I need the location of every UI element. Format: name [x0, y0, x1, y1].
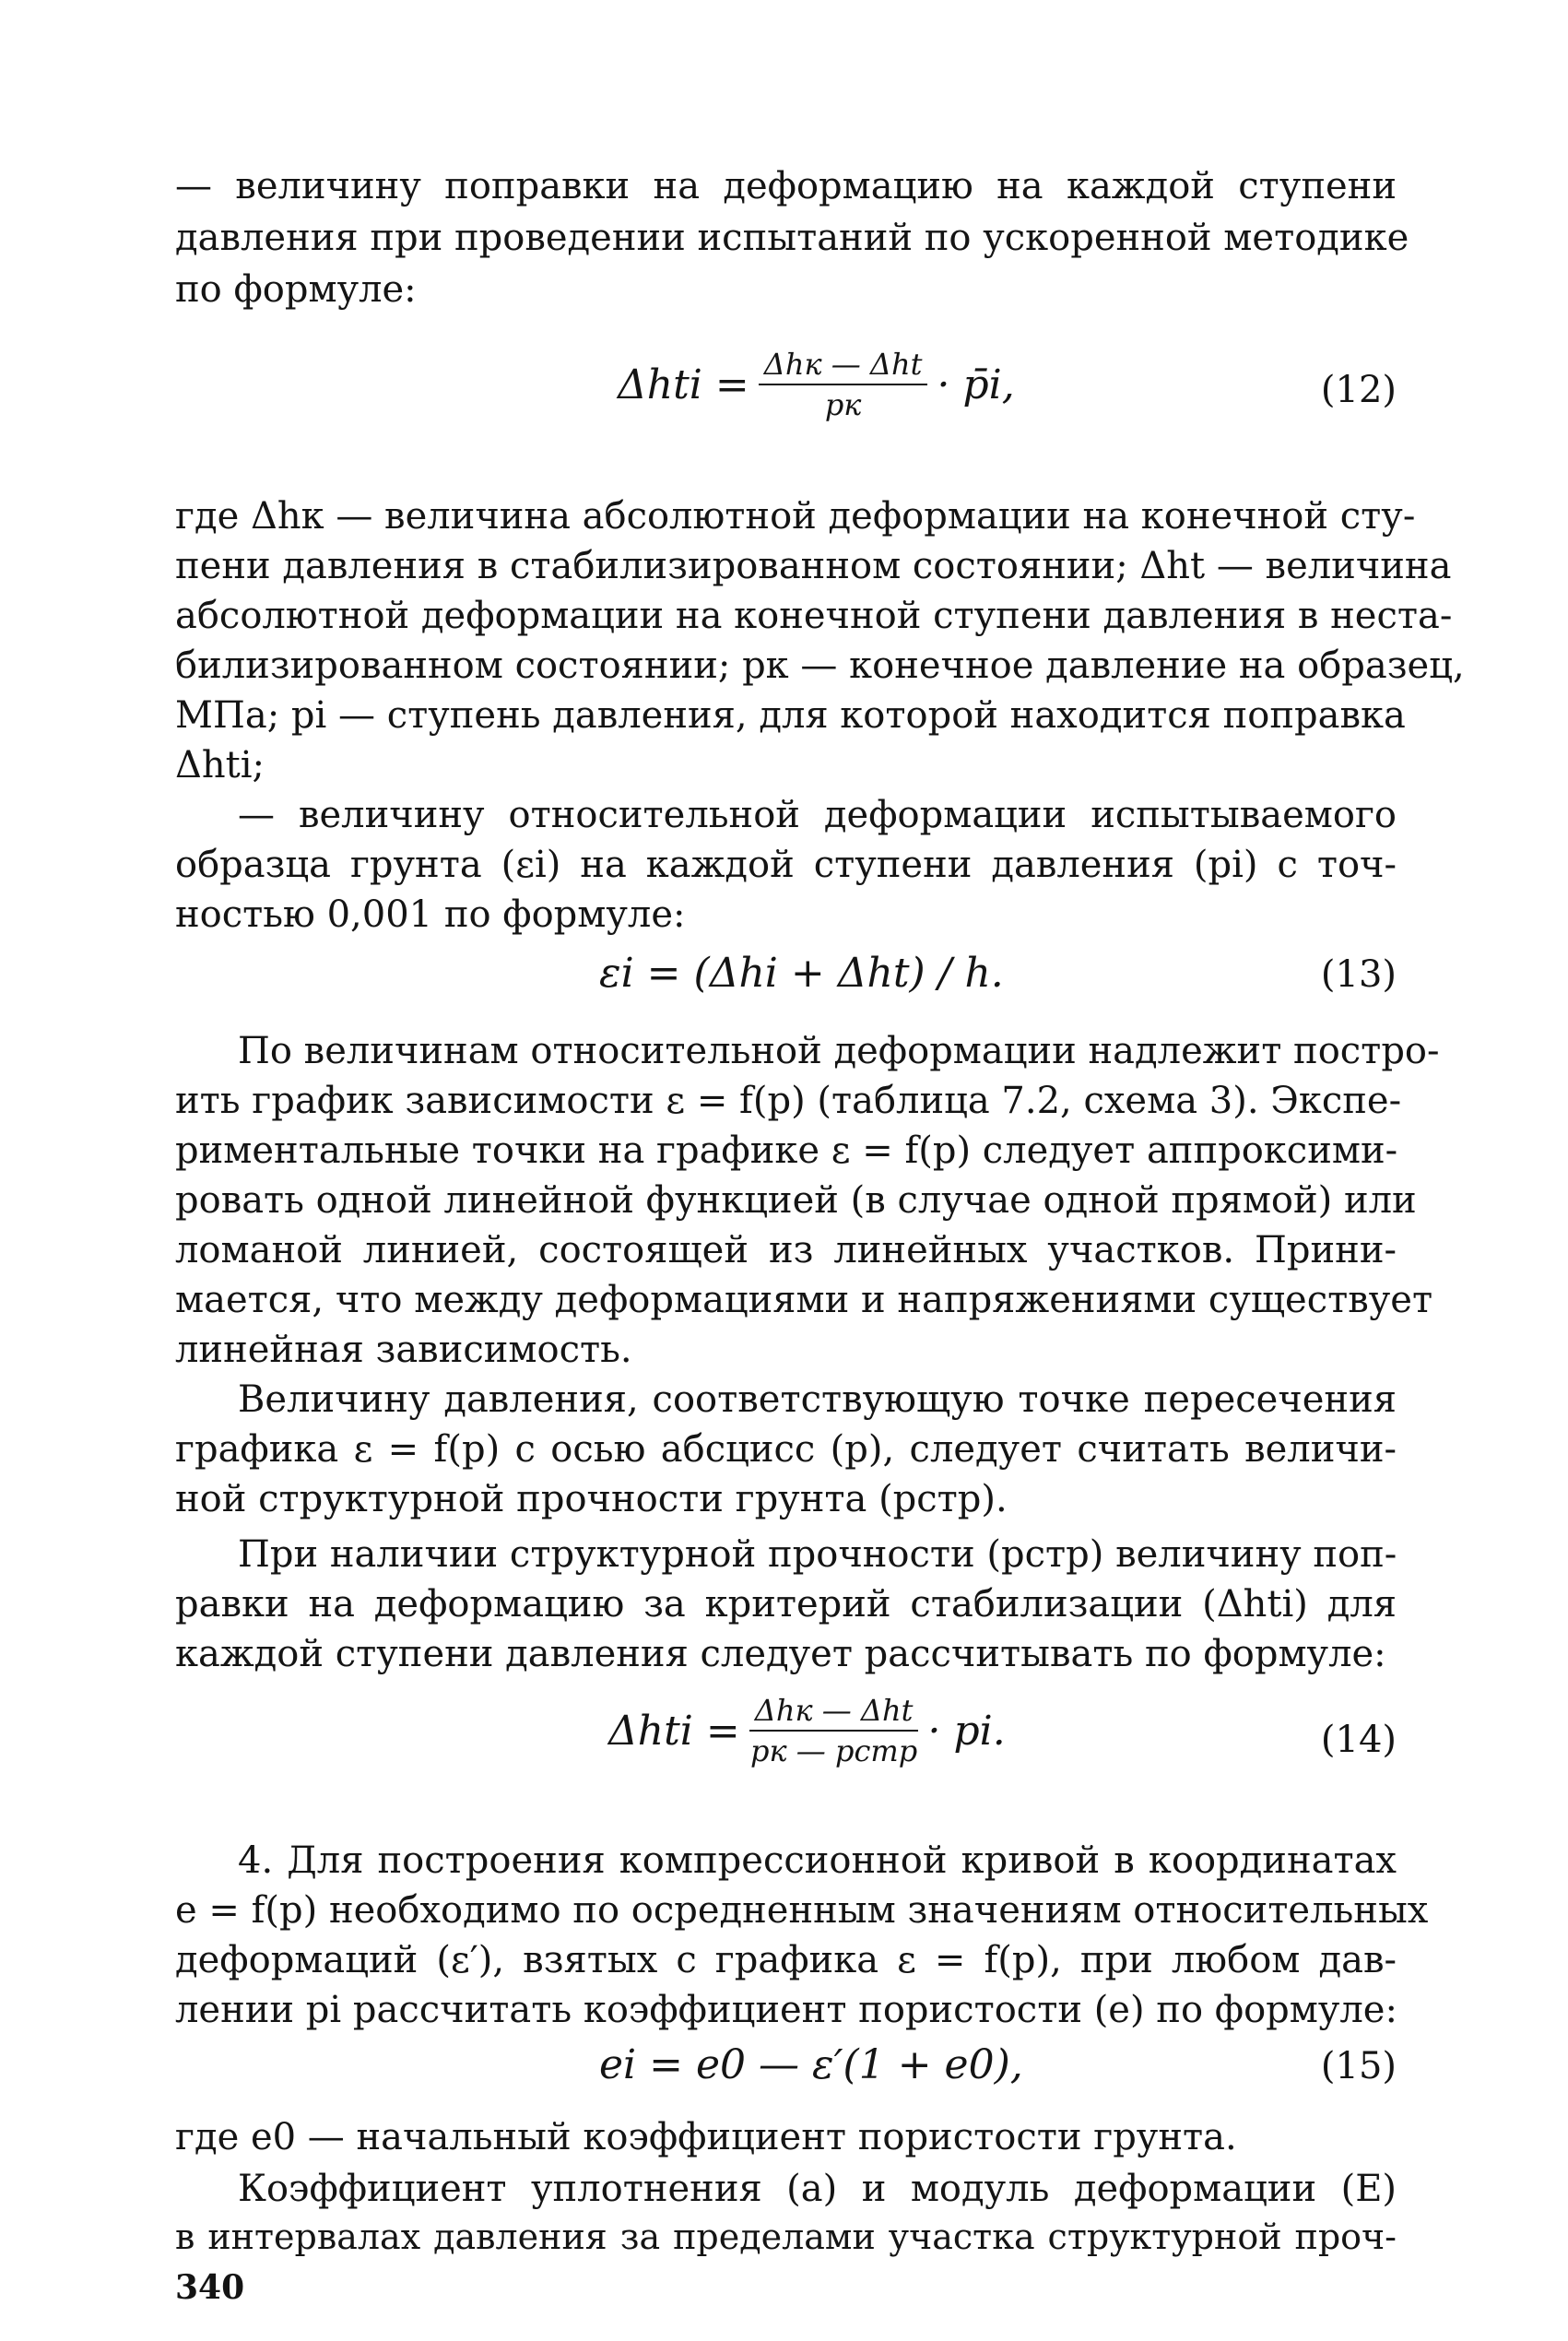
formula-15	[599, 2041, 1023, 2088]
text-line: ровать одной линейной функцией (в случае одной прямой) или	[175, 1179, 1417, 1222]
text-line: мается, что между деформациями и напряжениями существует	[175, 1279, 1433, 1321]
fraction-denominator: pк	[824, 387, 862, 422]
text-line: риментальные точки на графике ε = f(p) следует аппроксими-	[175, 1129, 1398, 1172]
text-line: ломаной линией, состоящей из линейных участков. Прини-	[175, 1229, 1397, 1271]
text-line: деформаций (ε′), взятых с графика ε = f(p), при любом дав-	[175, 1939, 1397, 1981]
text-line: ить график зависимости ε = f(p) (таблица 7.2, схема 3). Экспе-	[175, 1080, 1402, 1122]
page-number: 340	[175, 2268, 245, 2307]
text-line: По величинам относительной деформации надлежит постро-	[238, 1030, 1440, 1072]
text-line: — величину относительной деформации испытываемого	[238, 794, 1397, 836]
formula-rhs: · p̄i,	[937, 361, 1015, 408]
text-line: ностью 0,001 по формуле:	[175, 893, 686, 936]
text-line: где Δhк — величина абсолютной деформации на конечной сту-	[175, 495, 1416, 538]
text-line: образца грунта (εi) на каждой ступени давления (pi) с точ-	[175, 844, 1397, 886]
formula-13	[599, 950, 1004, 997]
text-line: Δhti;	[175, 744, 265, 786]
fraction-numerator: Δhк — Δht	[749, 1693, 919, 1732]
text-line: — величину поправки на деформацию на каждой ступени	[175, 165, 1397, 207]
text-line: Коэффициент уплотнения (a) и модуль деформации (E)	[238, 2168, 1397, 2210]
text-line: линейная зависимость.	[175, 1329, 632, 1371]
text-line: При наличии структурной прочности (pстр) величину поп-	[238, 1533, 1397, 1576]
text-line: давления при проведении испытаний по ускоренной методике	[175, 217, 1409, 259]
text-line: абсолютной деформации на конечной ступени давления в неста-	[175, 595, 1453, 637]
fraction-denominator: pк — pстр	[750, 1733, 918, 1768]
formula-text: εi = (Δhi + Δht) / h.	[599, 950, 1004, 997]
formula-12	[618, 347, 1015, 422]
formula-14	[608, 1693, 1006, 1768]
formula-rhs: · pi.	[927, 1707, 1006, 1755]
formula-lhs: Δhti =	[608, 1707, 740, 1755]
equation-number: (14)	[1320, 1719, 1397, 1761]
text-line: билизированном состоянии; pк — конечное давление на образец,	[175, 644, 1465, 687]
text-line: e = f(p) необходимо по осредненным значениям относительных	[175, 1889, 1429, 1932]
fraction-numerator: Δhк — Δht	[759, 347, 928, 385]
text-line: равки на деформацию за критерий стабилизации (Δhti) для	[175, 1583, 1397, 1626]
text-line: каждой ступени давления следует рассчитывать по формуле:	[175, 1633, 1386, 1675]
text-line: Величину давления, соответствующую точке пересечения	[238, 1378, 1397, 1421]
equation-number: (15)	[1320, 2045, 1397, 2087]
equation-number: (13)	[1320, 953, 1397, 996]
text-line: графика ε = f(p) с осью абсцисс (p), следует считать величи-	[175, 1428, 1397, 1471]
formula-fraction	[759, 347, 928, 422]
text-line: пени давления в стабилизированном состоянии; Δht — величина	[175, 545, 1452, 587]
formula-lhs: Δhti =	[618, 361, 749, 408]
text-line: по формуле:	[175, 268, 417, 311]
formula-fraction	[749, 1693, 919, 1768]
text-line: в интервалах давления за пределами участка структурной проч-	[175, 2217, 1397, 2257]
formula-text: ei = e0 — ε′(1 + e0),	[599, 2041, 1023, 2088]
text-line: где e0 — начальный коэффициент пористости грунта.	[175, 2116, 1237, 2158]
text-line: МПа; pi — ступень давления, для которой находится поправка	[175, 694, 1406, 737]
equation-number: (12)	[1320, 369, 1397, 411]
text-line: ной структурной прочности грунта (pстр).	[175, 1478, 1008, 1520]
text-line: лении pi рассчитать коэффициент пористости (e) по формуле:	[175, 1989, 1397, 2031]
text-line: 4. Для построения компрессионной кривой в координатах	[238, 1839, 1397, 1882]
